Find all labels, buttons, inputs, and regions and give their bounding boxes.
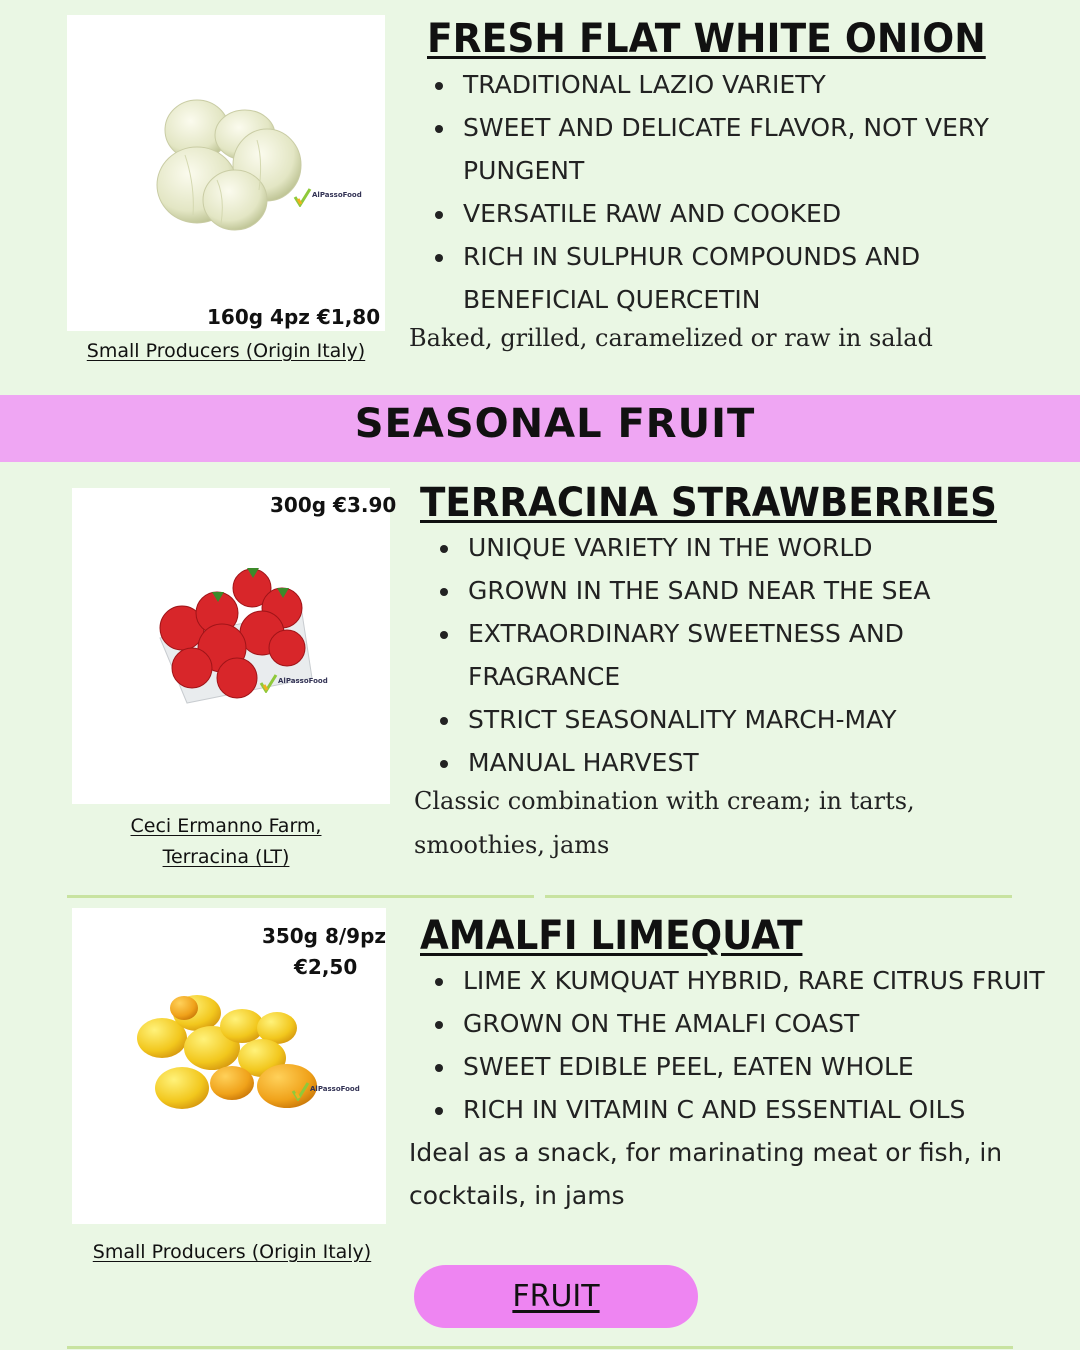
divider xyxy=(67,895,534,898)
strawberry-image xyxy=(72,488,390,804)
strawberry-title: TERRACINA STRAWBERRIES xyxy=(420,480,997,526)
divider xyxy=(545,895,1012,898)
strawberry-features xyxy=(432,526,1022,784)
logo-text: AlPassoFood xyxy=(312,191,362,199)
limequat-usage-note: Ideal as a snack, for marinating meat or fish, in cocktails, in jams xyxy=(409,1138,1003,1210)
limequat-title: AMALFI LIMEQUAT xyxy=(420,913,803,959)
alpassofood-logo-icon xyxy=(290,1081,310,1101)
price-line: €2,50 xyxy=(294,955,358,979)
fruit-category-button[interactable]: FRUIT xyxy=(414,1265,698,1328)
strawberry-usage-note: Classic combination with cream; in tarts, smoothies, jams xyxy=(414,787,915,859)
divider xyxy=(67,1346,1013,1349)
list-item: • STRICT SEASONALITY MARCH-MAY xyxy=(462,698,1022,741)
list-item: • GROWN ON THE AMALFI COAST xyxy=(457,1002,1080,1045)
onion-features xyxy=(427,63,1057,321)
list-item: • RICH IN VITAMIN C AND ESSENTIAL OILS xyxy=(457,1088,1080,1131)
list-item: • VERSATILE RAW AND COOKED xyxy=(457,192,1057,235)
onion-producer-link[interactable]: Small Producers (Origin Italy) xyxy=(86,340,366,362)
limequat-price xyxy=(256,921,392,983)
onion-image-card xyxy=(67,15,385,331)
list-item: • SWEET AND DELICATE FLAVOR, NOT VERY PUNGENT xyxy=(457,106,1057,192)
list-item: • LIME X KUMQUAT HYBRID, RARE CITRUS FRUIT xyxy=(457,959,1080,1002)
onion-image xyxy=(67,15,385,331)
onion-price: 160g 4pz €1,80 xyxy=(207,305,381,329)
strawberry-price: 300g €3.90 xyxy=(270,493,397,517)
list-item: • UNIQUE VARIETY IN THE WORLD xyxy=(462,526,1022,569)
limequat-producer-link[interactable]: Small Producers (Origin Italy) xyxy=(92,1241,372,1263)
list-item: • MANUAL HARVEST xyxy=(462,741,1022,784)
alpassofood-logo-icon xyxy=(292,187,312,207)
strawberry-image-card xyxy=(72,488,390,804)
strawberry-producer-link[interactable] xyxy=(72,811,380,873)
list-item: • RICH IN SULPHUR COMPOUNDS AND BENEFICIAL QUERCETIN xyxy=(457,235,1057,321)
list-item: • SWEET EDIBLE PEEL, EATEN WHOLE xyxy=(457,1045,1080,1088)
price-line: 350g 8/9pz xyxy=(261,924,387,948)
alpassofood-logo-icon xyxy=(258,673,278,693)
producer-line: Terracina (LT) xyxy=(162,846,290,868)
producer-line: Ceci Ermanno Farm, xyxy=(130,815,322,837)
list-item: • EXTRAORDINARY SWEETNESS AND FRAGRANCE xyxy=(462,612,1022,698)
logo-text: AlPassoFood xyxy=(310,1085,360,1093)
list-item: • GROWN IN THE SAND NEAR THE SEA xyxy=(462,569,1022,612)
logo-text: AlPassoFood xyxy=(278,677,328,685)
section-title: SEASONAL FRUIT xyxy=(354,401,756,447)
list-item: • TRADITIONAL LAZIO VARIETY xyxy=(457,63,1057,106)
limequat-features xyxy=(427,959,1080,1131)
onion-usage-note: Baked, grilled, caramelized or raw in salad xyxy=(409,324,933,352)
onion-title: FRESH FLAT WHITE ONION xyxy=(427,16,986,62)
